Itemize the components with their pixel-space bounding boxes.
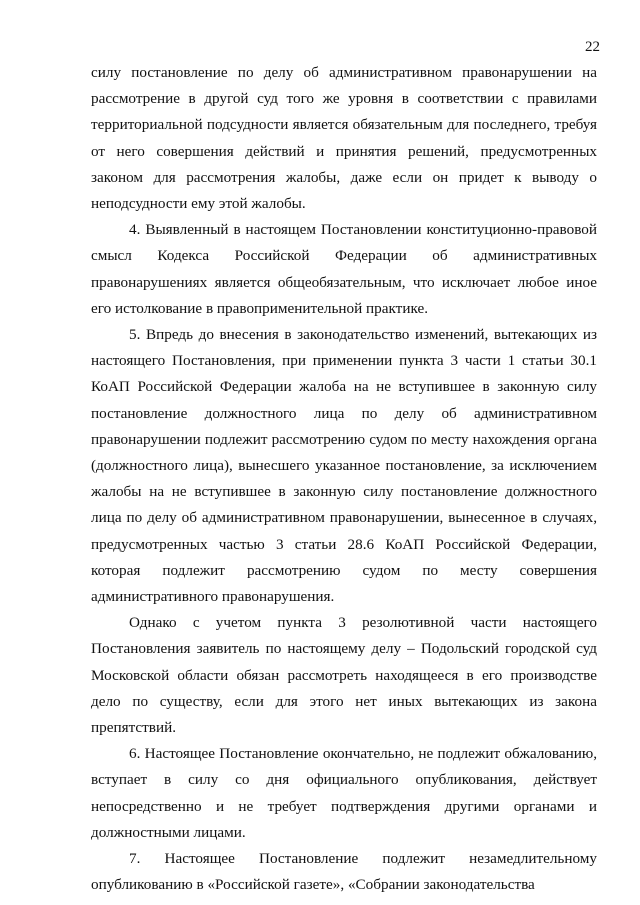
paragraph-6: 6. Настоящее Постановление окончательно, не подлежит обжалованию, вступает в силу со дня официального опубликования, действует непосредственно и не требует подтверждения другими органами и должностными лицами. — [91, 745, 597, 841]
page-number: 22 — [585, 39, 600, 55]
paragraph-5: 5. Впредь до внесения в законодательство изменений, вытекающих из настоящего Постановления, при применении пункта 3 части 1 статьи 30.1 КоАП Российской Федерации жалоба на не вступившее в законную силу постановление должностного лица по делу об административном правонарушении подлежит рассмотрению судом по месту нахождения органа (должностного лица), вынесшего указанное постановление, за исключением жалобы на не вступившее в законную силу постановление должностного лица по делу об административном правонарушении, вынесенное в случаях, предусмотренных частью 3 статьи 28.6 КоАП Российской Федерации, которая подлежит рассмотрению судом по месту совершения административного правонарушения. — [91, 326, 597, 606]
paragraph-5-note: Однако с учетом пункта 3 резолютивной части настоящего Постановления заявитель по настоящему делу – Подольский городской суд Московской области обязан рассмотреть находящееся в его производстве дело по существу, если для этого нет иных вытекающих из закона препятствий. — [91, 614, 597, 737]
paragraph-7: 7. Настоящее Постановление подлежит незамедлительному опубликованию в «Российской газете», «Собрании законодательства — [91, 850, 597, 894]
paragraph-4: 4. Выявленный в настоящем Постановлении конституционно-правовой смысл Кодекса Российской Федерации об административных правонарушениях является общеобязательным, что исключает любое иное его истолкование в правоприменительной практике. — [91, 221, 597, 317]
document-body — [91, 60, 597, 899]
paragraph-continuation: силу постановление по делу об административном правонарушении на рассмотрение в другой суд того же уровня в соответствии с правилами территориальной подсудности является обязательным для последнего, требуя от него совершения действий и принятия решений, предусмотренных законом для рассмотрения жалобы, даже если он придет к выводу о неподсудности ему этой жалобы. — [91, 64, 597, 213]
